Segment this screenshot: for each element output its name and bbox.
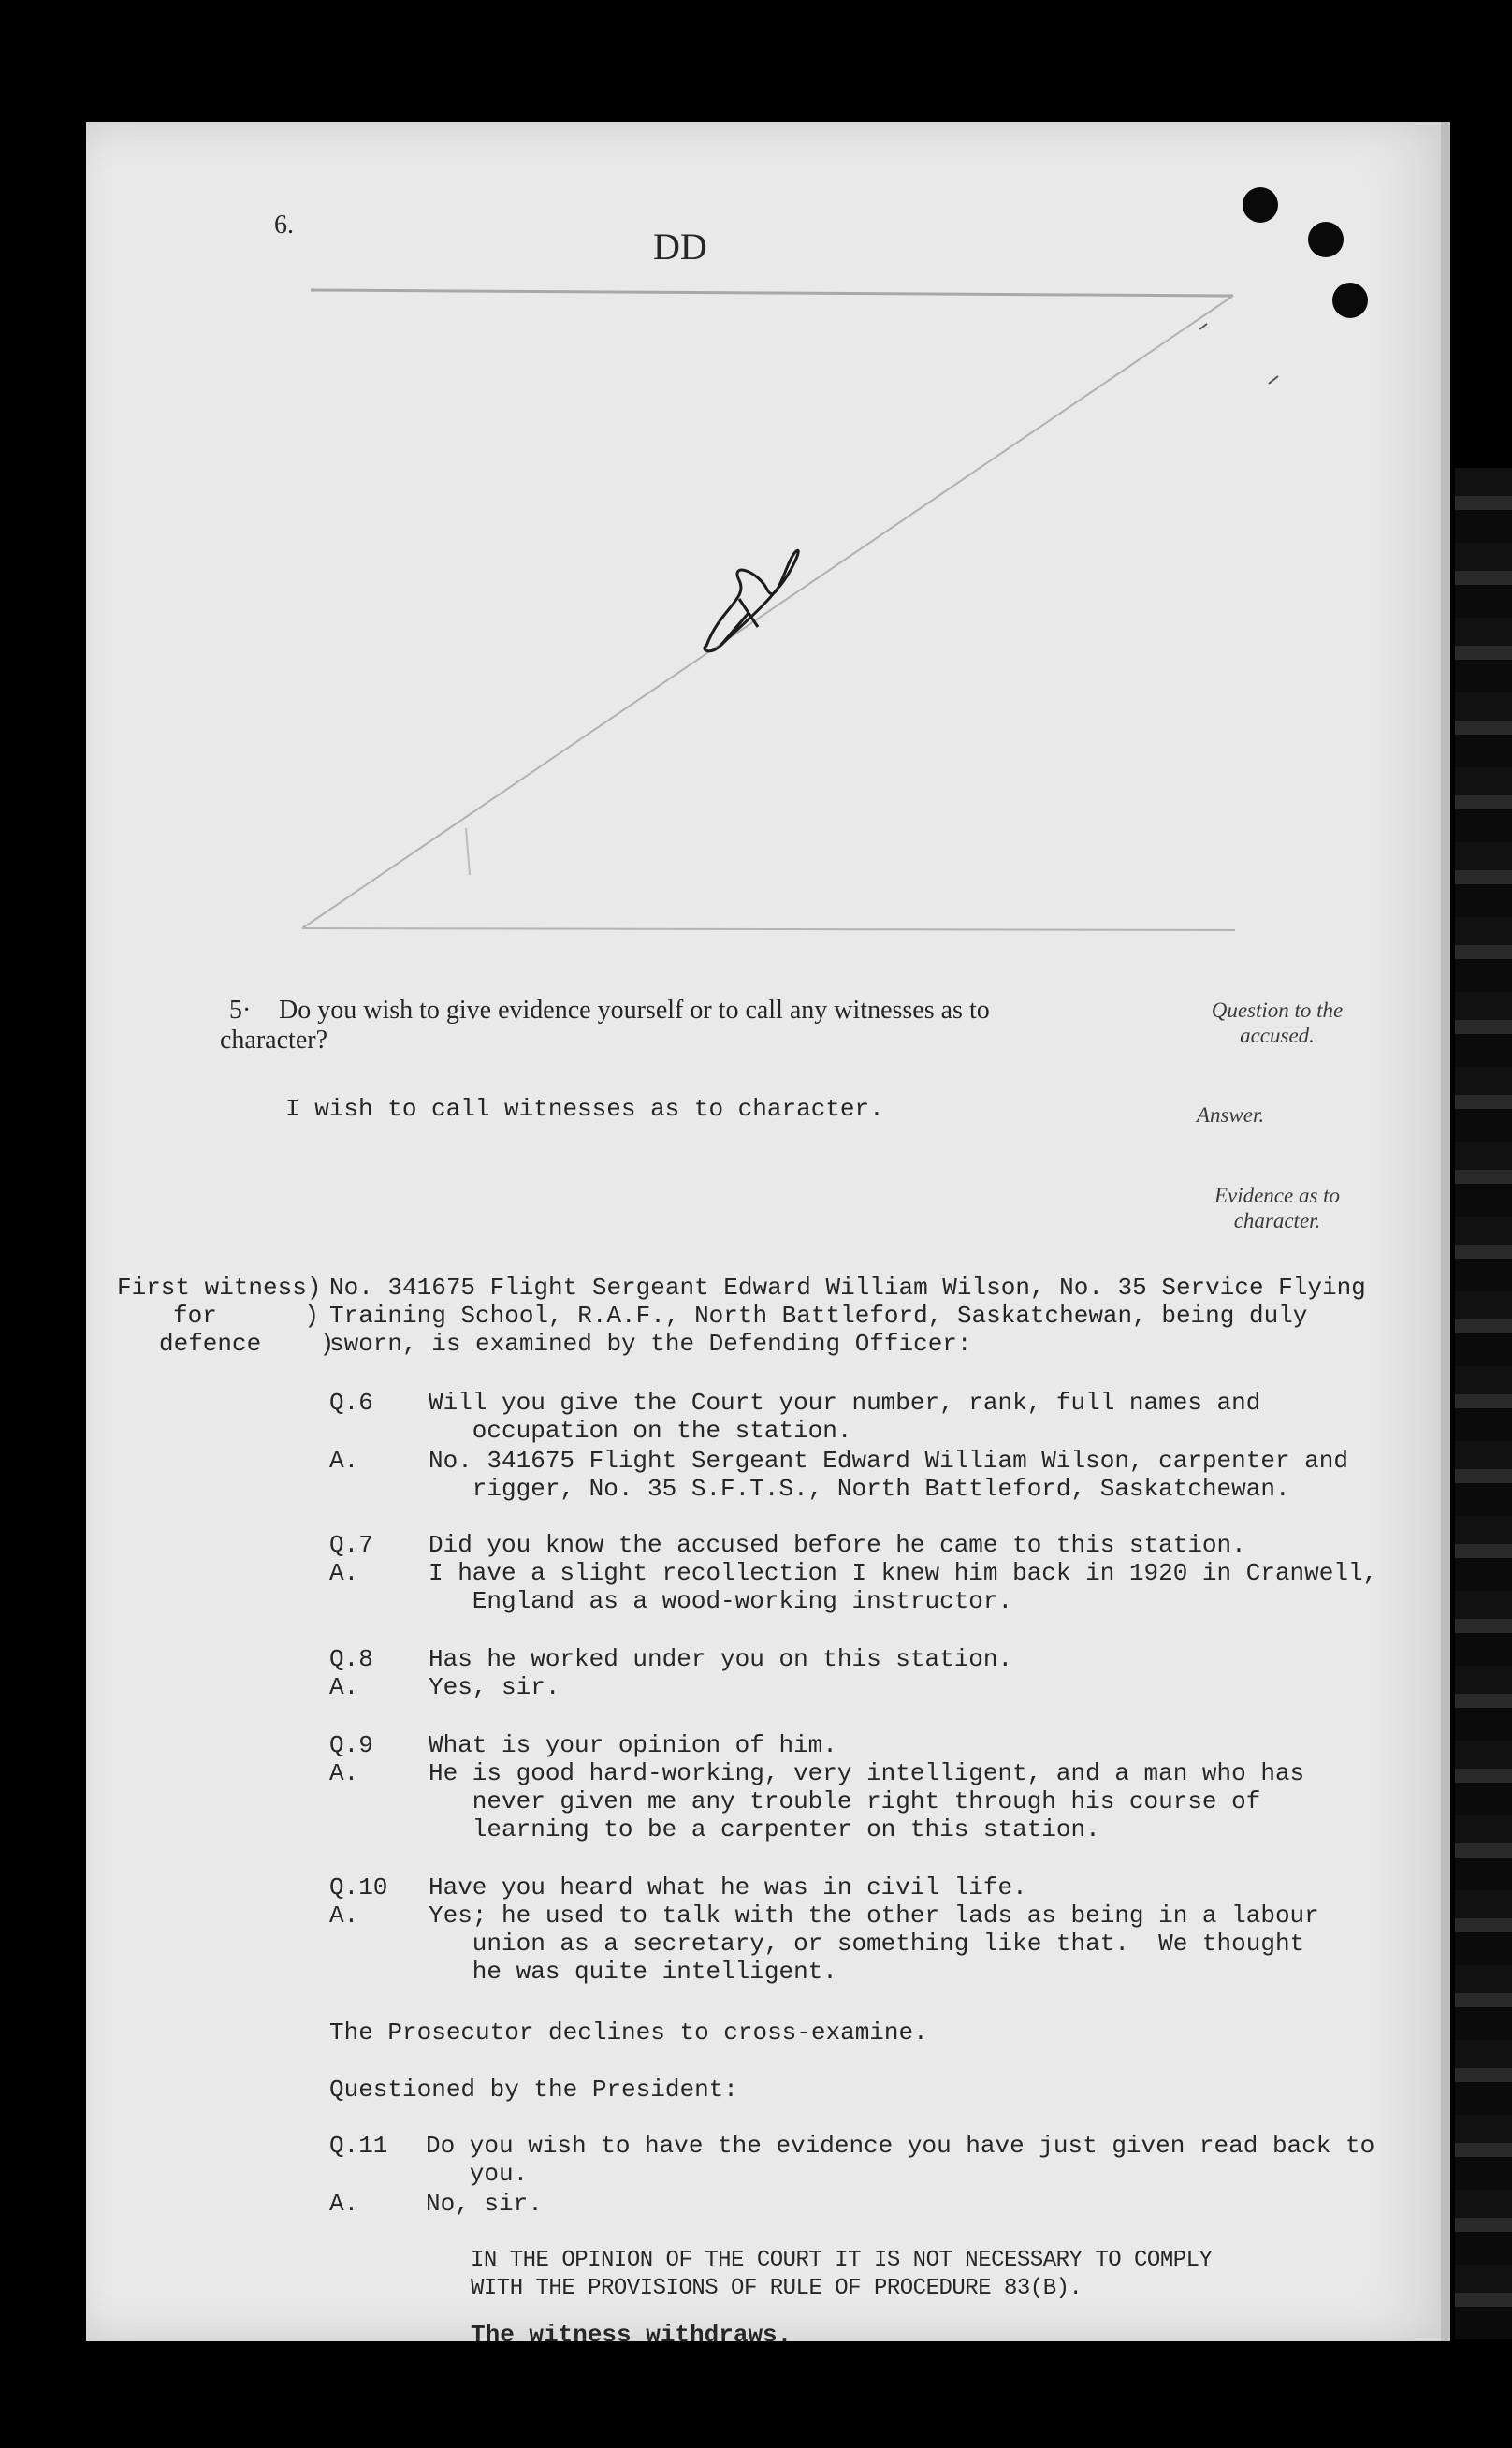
qa-label: Q.6 bbox=[329, 1389, 373, 1417]
qa-text: Have you heard what he was in civil life. bbox=[429, 1873, 1027, 1902]
qa-label: Q.8 bbox=[329, 1645, 373, 1673]
witness-label: for ) bbox=[173, 1302, 320, 1330]
court-opinion: WITH THE PROVISIONS OF RULE OF PROCEDURE 83(B). bbox=[471, 2276, 1083, 2301]
question-text: Do you wish to give evidence yourself or to call any witnesses as to bbox=[279, 996, 990, 1025]
qa-text: Yes, sir. bbox=[429, 1673, 560, 1701]
question-text: character? bbox=[220, 1026, 327, 1055]
qa-label: A. bbox=[329, 2190, 359, 2218]
qa-text: What is your opinion of him. bbox=[429, 1731, 837, 1759]
qa-text: learning to be a carpenter on this station. bbox=[429, 1815, 1100, 1843]
qa-text: Yes; he used to talk with the other lads as being in a labour bbox=[429, 1902, 1319, 1930]
prosecutor-line: The Prosecutor declines to cross-examine. bbox=[329, 2018, 928, 2047]
margin-note-question: Question to the accused. bbox=[1211, 998, 1344, 1047]
qa-text: England as a wood-working instructor. bbox=[429, 1587, 1013, 1615]
qa-text: Will you give the Court your number, rank, full names and bbox=[429, 1389, 1261, 1417]
qa-label: Q.7 bbox=[329, 1531, 373, 1559]
question-number: 5· bbox=[229, 996, 252, 1025]
qa-text: Did you know the accused before he came to this station. bbox=[429, 1531, 1246, 1559]
qa-text: I have a slight recollection I knew him back in 1920 in Cranwell, bbox=[429, 1559, 1378, 1587]
qa-label: A. bbox=[329, 1447, 359, 1475]
qa-text: rigger, No. 35 S.F.T.S., North Battleford, Saskatchewan. bbox=[429, 1475, 1290, 1503]
margin-note-evidence: Evidence as to character. bbox=[1214, 1184, 1341, 1232]
qa-text: Do you wish to have the evidence you have just given read back to bbox=[426, 2132, 1375, 2160]
qa-text: Has he worked under you on this station. bbox=[429, 1645, 1013, 1673]
qa-text: No. 341675 Flight Sergeant Edward William Wilson, carpenter and bbox=[429, 1447, 1348, 1475]
witness-intro: No. 341675 Flight Sergeant Edward William Wilson, No. 35 Service Flying bbox=[329, 1274, 1366, 1302]
qa-text: He is good hard-working, very intelligent, and a man who has bbox=[429, 1759, 1305, 1787]
qa-label: Q.11 bbox=[329, 2132, 388, 2160]
qa-label: A. bbox=[329, 1673, 359, 1701]
qa-label: A. bbox=[329, 1559, 359, 1587]
page-number: 6. bbox=[274, 211, 294, 240]
qa-label: Q.9 bbox=[329, 1731, 373, 1759]
section-code: DD bbox=[653, 226, 707, 268]
witness-intro: Training School, R.A.F., North Battleford, Saskatchewan, being duly bbox=[329, 1302, 1308, 1330]
witness-label: defence ) bbox=[159, 1330, 335, 1358]
qa-text: never given me any trouble right through his course of bbox=[429, 1787, 1261, 1815]
qa-text: he was quite intelligent. bbox=[429, 1958, 837, 1986]
qa-text: occupation on the station. bbox=[429, 1417, 852, 1445]
witness-intro: sworn, is examined by the Defending Officer: bbox=[329, 1330, 972, 1358]
qa-label: A. bbox=[329, 1759, 359, 1787]
answer-text: I wish to call witnesses as to character. bbox=[285, 1095, 884, 1123]
qa-text: union as a secretary, or something like that. We thought bbox=[429, 1930, 1305, 1958]
witness-withdraws: The witness withdraws. bbox=[471, 2321, 792, 2349]
qa-text: No, sir. bbox=[426, 2190, 543, 2218]
qa-text: you. bbox=[426, 2160, 529, 2188]
court-opinion: IN THE OPINION OF THE COURT IT IS NOT NECESSARY TO COMPLY bbox=[471, 2248, 1213, 2273]
president-line: Questioned by the President: bbox=[329, 2076, 738, 2104]
witness-label: First witness) bbox=[117, 1274, 322, 1302]
margin-note-answer: Answer. bbox=[1196, 1103, 1265, 1127]
qa-label: Q.10 bbox=[329, 1873, 388, 1902]
qa-label: A. bbox=[329, 1902, 359, 1930]
